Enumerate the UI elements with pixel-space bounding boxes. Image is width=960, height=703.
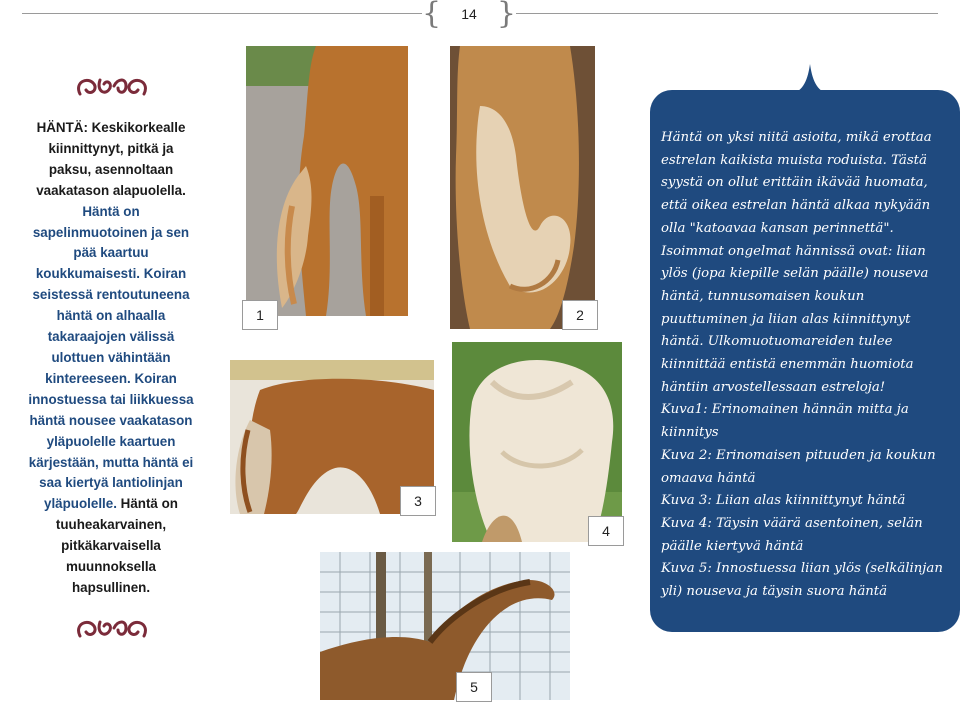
- ornament-flourish-icon: [72, 614, 152, 644]
- caption-2: Kuva 2: Erinomaisen pituuden ja koukun omaava häntä: [661, 447, 936, 486]
- ornament-flourish-icon: [72, 72, 152, 102]
- photo-tail-5: [320, 552, 570, 700]
- tail-description-part-2: Häntä on sapelinmuotoinen ja sen pää kaartuu koukkumaisesti. Koiran seistessä rentoutuneena häntä on alhaalla takaraajojen välissä ulottuen vähintään kintereeseen.: [32, 203, 190, 386]
- panel-intro: Häntä on yksi niitä asioita, mikä erottaa estrelan kaikista muista roduista. Tästä syystä on ollut erittäin ikävää huomata, että oikea estrelan häntä alkaa nykyään olla "katoavaa kansan perinnettä". Isoimmat ongelmat hännissä ovat: liian ylös (jopa kiepille selän päälle) nouseva häntä, tunnusomaisen koukun puuttuminen ja liian alas kiinnittynyt häntä. Ulkomuotuomareiden tulee kiinnittää entistä enemmän huomiota häntiin arvostellessaan estreloja!: [661, 130, 932, 395]
- tail-description-part-4: Häntä on tuuheakarvainen, pitkäkarvaisella muunnoksella hapsullinen.: [55, 496, 178, 595]
- photo-label-4: 4: [588, 516, 624, 546]
- info-panel-text: [661, 127, 951, 604]
- photo-label-2: 2: [562, 300, 598, 330]
- photo-tail-4: [452, 342, 622, 542]
- tail-description-part-3: Koiran innostuessa tai liikkuessa häntä nousee vaakatason yläpuolelle kaartuen kärjestään, mutta häntä ei saa kiertyä lantiolinjan yläpuolelle.: [28, 370, 194, 512]
- tail-description-part-1: HÄNTÄ: Keskikorkealle kiinnittynyt, pitkä ja paksu, asennoltaan vaakatason alapuolella.: [36, 120, 186, 198]
- right-brace-icon: }: [496, 0, 516, 31]
- photo-tail-1: [246, 46, 408, 316]
- caption-3: Kuva 3: Liian alas kiinnittynyt häntä: [661, 493, 906, 509]
- tail-description: [26, 118, 196, 599]
- header-rule-right: [516, 13, 938, 14]
- left-brace-icon: {: [422, 0, 442, 31]
- photo-label-3: 3: [400, 486, 436, 516]
- caption-1: Kuva1: Erinomainen hännän mitta ja kiinnitys: [661, 402, 909, 441]
- photo-label-5: 5: [456, 672, 492, 702]
- photo-label-1: 1: [242, 300, 278, 330]
- caption-4: Kuva 4: Täysin väärä asentoinen, selän päälle kiertyvä häntä: [661, 515, 923, 554]
- header-rule-left: [22, 13, 422, 14]
- photo-tail-2: [450, 46, 595, 329]
- caption-5: Kuva 5: Innostuessa liian ylös (selkälinjan yli) nouseva ja täysin suora häntä: [661, 561, 943, 600]
- page-number: 14: [461, 6, 477, 22]
- page-number-box: [422, 0, 516, 31]
